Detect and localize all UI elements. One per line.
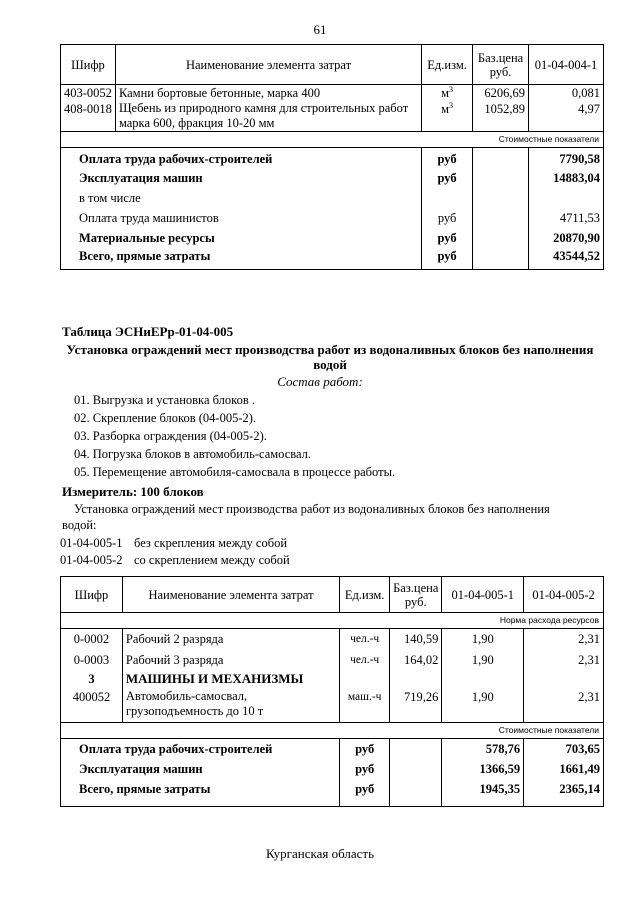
row-name: Рабочий 2 разряда: [122, 629, 339, 650]
row-value-1: 1,90: [442, 650, 524, 671]
summary-name: Эксплуатация машин: [61, 759, 340, 779]
header-code: Шифр: [61, 45, 116, 85]
summary-row: [61, 779, 604, 807]
row-value-1: 1,90: [442, 689, 524, 723]
row-value-2: 2,31: [524, 650, 604, 671]
summary-unit: [422, 190, 473, 208]
summary-row: [61, 739, 604, 759]
row-price: 164,02: [390, 650, 442, 671]
summary-row: [61, 759, 604, 779]
header-name: Наименование элемента затрат: [122, 577, 339, 613]
table-row: [61, 629, 604, 650]
composition-title: Состав работ:: [277, 374, 363, 389]
row-value-1: 1,90: [442, 629, 524, 650]
summary-value: 43544,52: [529, 248, 604, 270]
group-code: 3: [61, 671, 123, 689]
row-code: 408-0018: [61, 101, 116, 132]
summary-unit: руб: [340, 779, 390, 807]
table-title: Таблица ЭСНиЕРр-01-04-005: [62, 324, 234, 339]
row-unit: маш.-ч: [340, 689, 390, 723]
table-row: [61, 101, 604, 132]
summary-name: Оплата труда рабочих-строителей: [61, 739, 340, 759]
row-code: 400052: [61, 689, 123, 723]
summary-unit: руб: [422, 208, 473, 228]
summary-unit: руб: [422, 148, 473, 170]
variant-code: 01-04-005-2: [60, 553, 123, 567]
cost-indicators-label: Стоимостные показатели: [61, 132, 604, 148]
header-unit: Ед.изм.: [340, 577, 390, 613]
summary-unit: руб: [422, 248, 473, 270]
summary-row: [61, 208, 604, 228]
variant-text: без скрепления между собой: [134, 536, 288, 550]
summary-name: Всего, прямые затраты: [61, 779, 340, 807]
row-name: Автомобиль-самосвал, грузоподъемность до 10 т: [122, 689, 339, 723]
section-heading: Установка ограждений мест производства работ из водоналивных блоков без наполнения водой: [66, 342, 594, 372]
summary-name: в том числе: [61, 190, 422, 208]
page-footer: Курганская область: [265, 846, 375, 861]
row-price: 719,26: [390, 689, 442, 723]
resource-table-2: [60, 576, 604, 807]
page-number: 61: [313, 22, 327, 37]
table-row: [61, 85, 604, 102]
summary-unit: руб: [340, 759, 390, 779]
summary-unit: руб: [422, 228, 473, 248]
resource-table-1: [60, 44, 604, 270]
summary-unit: руб: [340, 739, 390, 759]
row-value-2: 2,31: [524, 629, 604, 650]
row-unit: $м^3$: [422, 85, 473, 102]
summary-unit: руб: [422, 170, 473, 190]
variant-text: со скреплением между собой: [134, 553, 290, 567]
header-name: Наименование элемента затрат: [115, 45, 421, 85]
work-step: 03. Разборка ограждения (04-005-2).: [74, 429, 267, 443]
row-unit: чел.-ч: [340, 629, 390, 650]
row-value: 0,081: [529, 85, 604, 102]
norm-label: Норма расхода ресурсов: [61, 613, 604, 629]
summary-value-2: 2365,14: [524, 779, 604, 807]
group-row: [61, 671, 604, 689]
row-code: 0-0002: [61, 629, 123, 650]
measure: Измеритель: 100 блоков: [62, 484, 204, 499]
summary-row: [61, 170, 604, 190]
row-code: 403-0052: [61, 85, 116, 102]
row-price: 140,59: [390, 629, 442, 650]
header-price: Баз.цена руб.: [390, 577, 442, 613]
summary-name: Материальные ресурсы: [61, 228, 422, 248]
summary-row: [61, 190, 604, 208]
work-step: 04. Погрузка блоков в автомобиль-самосвал.: [74, 447, 312, 461]
description-line-2: водой:: [62, 518, 97, 532]
table-row: [61, 650, 604, 671]
summary-row: [61, 248, 604, 270]
table-row: [61, 689, 604, 723]
summary-value: 20870,90: [529, 228, 604, 248]
summary-row: [61, 228, 604, 248]
variant-code: 01-04-005-1: [60, 536, 123, 550]
header-col-1: 01-04-005-1: [442, 577, 524, 613]
row-name: Рабочий 3 разряда: [122, 650, 339, 671]
work-step: 01. Выгрузка и установка блоков .: [74, 393, 255, 407]
summary-value-1: 1945,35: [442, 779, 524, 807]
row-value: 4,97: [529, 101, 604, 132]
summary-name: Оплата труда машинистов: [61, 208, 422, 228]
summary-row: [61, 148, 604, 170]
row-code: 0-0003: [61, 650, 123, 671]
summary-value: [529, 190, 604, 208]
header-col-1: 01-04-004-1: [529, 45, 604, 85]
summary-name: Всего, прямые затраты: [61, 248, 422, 270]
row-price: 6206,69: [473, 85, 529, 102]
header-col-2: 01-04-005-2: [524, 577, 604, 613]
summary-value: 7790,58: [529, 148, 604, 170]
summary-value-2: 703,65: [524, 739, 604, 759]
work-step: 05. Перемещение автомобиля-самосвала в процессе работы.: [74, 465, 396, 479]
row-value-2: 2,31: [524, 689, 604, 723]
row-name: Камни бортовые бетонные, марка 400: [115, 85, 421, 102]
work-step: 02. Скрепление блоков (04-005-2).: [74, 411, 257, 425]
group-name: МАШИНЫ И МЕХАНИЗМЫ: [122, 671, 339, 689]
description-line-1: Установка ограждений мест производства работ из водоналивных блоков без наполнения: [74, 502, 550, 516]
row-unit: чел.-ч: [340, 650, 390, 671]
header-price: Баз.цена руб.: [473, 45, 529, 85]
header-unit: Ед.изм.: [422, 45, 473, 85]
header-code: Шифр: [61, 577, 123, 613]
summary-value-1: 578,76: [442, 739, 524, 759]
summary-value-2: 1661,49: [524, 759, 604, 779]
row-name: Щебень из природного камня для строительных работ марка 600, фракция 10-20 мм: [115, 101, 421, 132]
summary-name: Оплата труда рабочих-строителей: [61, 148, 422, 170]
summary-value-1: 1366,59: [442, 759, 524, 779]
row-unit: $м^3$: [422, 101, 473, 132]
row-price: 1052,89: [473, 101, 529, 132]
summary-name: Эксплуатация машин: [61, 170, 422, 190]
cost-indicators-label: Стоимостные показатели: [61, 723, 604, 739]
summary-value: 4711,53: [529, 208, 604, 228]
summary-value: 14883,04: [529, 170, 604, 190]
